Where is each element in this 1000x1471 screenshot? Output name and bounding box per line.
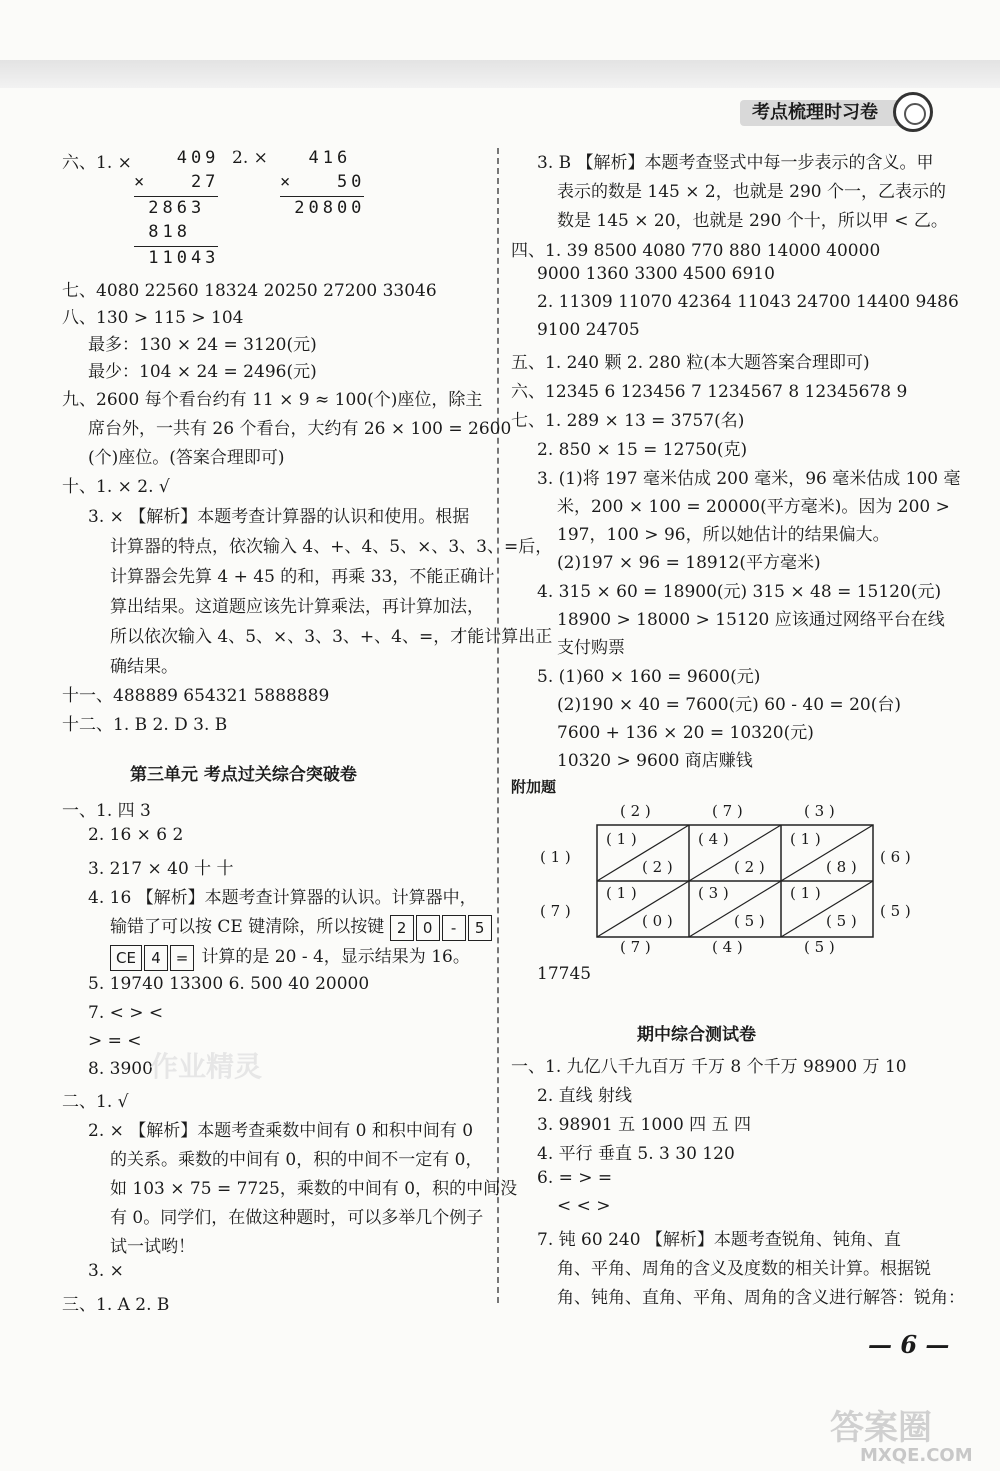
calculator-key: 2 xyxy=(390,915,414,941)
calculator-key: - xyxy=(442,915,466,941)
right-column xyxy=(497,0,1000,1320)
grid-top-label: ( 2 ) xyxy=(620,802,651,820)
answer-line: 米，200 × 100 = 20000(平方毫米)。因为 200 > xyxy=(557,497,950,517)
grid-cell-value: ( 1 ) xyxy=(790,830,821,848)
answer-line: 9000 1360 3300 4500 6910 xyxy=(537,264,775,284)
grid-cell-value: ( 3 ) xyxy=(698,884,729,902)
answer-text: 输错了可以按 CE 键清除，所以按键 xyxy=(110,917,385,937)
answer-line: 九、2600 每个看台约有 11 × 9 ≈ 100(个)座位，除主 xyxy=(62,390,483,410)
answer-line: (2)197 × 96 = 18912(平方毫米) xyxy=(557,553,821,573)
answer-line: 一、1. 四 3 xyxy=(62,801,151,821)
page-number: — 6 — xyxy=(868,1330,950,1359)
answer-line: 十一、488889 654321 5888889 xyxy=(62,686,330,706)
grid-bottom-label: ( 4 ) xyxy=(712,938,743,956)
answer-line: 最多：130 × 24 = 3120(元) xyxy=(88,335,317,355)
answer-line: 4. 平行 垂直 5. 3 30 120 xyxy=(537,1144,735,1164)
answer-line: 的关系。乘数的中间有 0，积的中间不一定有 0， xyxy=(110,1150,483,1170)
answer-line: 7. 钝 60 240 【解析】本题考查锐角、钝角、直 xyxy=(537,1230,901,1250)
answer-line: 7. < > < xyxy=(88,1003,164,1023)
answer-line: 二、1. √ xyxy=(62,1092,129,1112)
answer-line: 3. × xyxy=(88,1261,124,1281)
grid-cell-value: ( 1 ) xyxy=(606,884,637,902)
answer-line: 三、1. A 2. B xyxy=(62,1295,170,1315)
grid-cell-value: ( 0 ) xyxy=(642,912,673,930)
answer-line: 最少：104 × 24 = 2496(元) xyxy=(88,362,317,382)
answer-line: 六、12345 6 123456 7 1234567 8 12345678 9 xyxy=(511,382,908,402)
grid-cell-value: ( 8 ) xyxy=(826,858,857,876)
answer-line: 2. × xyxy=(232,148,268,168)
answer-line: 2. 16 × 6 2 xyxy=(88,825,184,845)
answer-line: 8. 3900 xyxy=(88,1059,153,1079)
calc-row: 20800 xyxy=(280,198,366,218)
answer-line: 2. 11309 11070 42364 11043 24700 14400 9486 xyxy=(537,292,959,312)
answer-line: 所以依次输入 4、5、×、3、3、+、4、=，才能计算出正 xyxy=(110,627,553,647)
answer-line: 3. (1)将 197 毫米估成 200 毫米，96 毫米估成 100 毫 xyxy=(537,469,961,489)
answer-line: 3. × 【解析】本题考查计算器的认识和使用。根据 xyxy=(88,507,470,527)
answer-line: 2. 850 × 15 = 12750(克) xyxy=(537,440,748,460)
answer-line: 试一试哟！ xyxy=(110,1237,195,1257)
answer-line: 2. 直线 射线 xyxy=(537,1086,633,1106)
answer-line: 支付购票 xyxy=(557,638,625,658)
answer-line: 四、1. 39 8500 4080 770 880 14000 40000 xyxy=(511,241,881,261)
grid-right-label: ( 5 ) xyxy=(880,902,911,920)
answer-line: 十、1. × 2. √ xyxy=(62,477,170,497)
answer-line: 七、4080 22560 18324 20250 27200 33046 xyxy=(62,281,437,301)
answer-line: 十二、1. B 2. D 3. B xyxy=(62,715,228,735)
calc-rule xyxy=(280,196,364,197)
grid-cell-value: ( 2 ) xyxy=(734,858,765,876)
answer-line: 17745 xyxy=(537,964,592,984)
section-title: 第三单元 考点过关综合突破卷 xyxy=(130,765,357,785)
answer-line xyxy=(110,912,494,941)
grid-left-label: ( 1 ) xyxy=(540,848,571,866)
stamp-watermark: 作业精灵 xyxy=(150,1050,263,1083)
answer-line: > = < xyxy=(88,1031,142,1051)
calc-row: × 50 xyxy=(280,172,366,192)
answer-line xyxy=(110,942,470,971)
grid-cell-value: ( 4 ) xyxy=(698,830,729,848)
answer-line: 七、1. 289 × 13 = 3757(名) xyxy=(511,411,745,431)
answer-line: 角、钝角、直角、平角、周角的含义进行解答：锐角： xyxy=(557,1288,965,1308)
answer-line: 计算器的特点，依次输入 4、+、4、5、×、3、3、=后， xyxy=(110,537,553,557)
grid-cell-value: ( 5 ) xyxy=(734,912,765,930)
answer-line: 角、平角、周角的含义及度数的相关计算。根据锐 xyxy=(557,1259,931,1279)
calc-rule xyxy=(134,246,218,247)
answer-line: 5. 19740 13300 6. 500 40 20000 xyxy=(88,974,370,994)
answer-line: 3. 98901 五 1000 四 五 四 xyxy=(537,1115,751,1135)
answer-line: 4. 16 【解析】本题考查计算器的认识。计算器中， xyxy=(88,888,477,908)
answer-line: 197，100 > 96，所以她估计的结果偏大。 xyxy=(557,525,890,545)
answer-line: 18900 > 18000 > 15120 应该通过网络平台在线 xyxy=(557,610,945,630)
calc-row: 2863 xyxy=(134,198,206,218)
answer-line: < < > xyxy=(557,1196,611,1216)
section-title: 期中综合测试卷 xyxy=(637,1025,756,1045)
calculator-key: = xyxy=(170,945,194,971)
calc-row: 409 xyxy=(134,148,220,168)
answer-line: (个)座位。(答案合理即可) xyxy=(88,448,285,468)
answer-line: 计算器会先算 4 + 45 的和，再乘 33，不能正确计 xyxy=(110,567,495,587)
calculator-key: CE xyxy=(110,945,142,971)
calculator-key: 0 xyxy=(416,915,440,941)
calc-row: 818 xyxy=(134,222,191,242)
answer-line: 3. B 【解析】本题考查竖式中每一步表示的含义。甲 xyxy=(537,153,934,173)
grid-left-label: ( 7 ) xyxy=(540,902,571,920)
answer-line: 六、1. × xyxy=(62,153,132,173)
calc-rule xyxy=(134,196,218,197)
grid-cell-value: ( 1 ) xyxy=(790,884,821,902)
grid-cell-value: ( 5 ) xyxy=(826,912,857,930)
answer-line: 9100 24705 xyxy=(537,320,640,340)
answer-line: 有 0。同学们，在做这种题时，可以多举几个例子 xyxy=(110,1208,484,1228)
answer-line: 八、130 > 115 > 104 xyxy=(62,308,244,328)
grid-bottom-label: ( 5 ) xyxy=(804,938,835,956)
grid-top-label: ( 7 ) xyxy=(712,802,743,820)
site-watermark: 答案圈 xyxy=(830,1408,932,1448)
grid-bottom-label: ( 7 ) xyxy=(620,938,651,956)
grid-cell-value: ( 1 ) xyxy=(606,830,637,848)
answer-line: 3. 217 × 40 十 十 xyxy=(88,859,234,879)
answer-line: (2)190 × 40 = 7600(元) 60 - 40 = 20(台) xyxy=(557,695,901,715)
calc-row: 11043 xyxy=(134,248,220,268)
calc-row: 416 xyxy=(280,148,352,168)
answer-line: 表示的数是 145 × 2，也就是 290 个一，乙表示的 xyxy=(557,182,946,202)
extra-question-title: 附加题 xyxy=(511,778,557,796)
answer-line: 一、1. 九亿八千九百万 千万 8 个千万 98900 万 10 xyxy=(511,1057,907,1077)
grid-right-label: ( 6 ) xyxy=(880,848,911,866)
answer-line: 7600 + 136 × 20 = 10320(元) xyxy=(557,723,814,743)
calculator-key: 4 xyxy=(144,945,168,971)
answer-line: 如 103 × 75 = 7725，乘数的中间有 0，积的中间没 xyxy=(110,1179,518,1199)
answer-line: 席台外，一共有 26 个看台，大约有 26 × 100 = 2600 xyxy=(88,419,512,439)
grid-cell-value: ( 2 ) xyxy=(642,858,673,876)
grid-top-label: ( 3 ) xyxy=(804,802,835,820)
answer-line: 2. × 【解析】本题考查乘数中间有 0 和积中间有 0 xyxy=(88,1121,474,1141)
answer-text: 计算的是 20 - 4，显示结果为 16。 xyxy=(201,947,470,967)
answer-line: 4. 315 × 60 = 18900(元) 315 × 48 = 15120(元) xyxy=(537,582,942,602)
answer-line: 确结果。 xyxy=(110,657,178,677)
answer-line: 6. = > = xyxy=(537,1168,613,1188)
calc-row: × 27 xyxy=(134,172,220,192)
answer-line: 10320 > 9600 商店赚钱 xyxy=(557,751,753,771)
header-title: 考点梳理时习卷 xyxy=(740,100,918,126)
site-watermark-url: MXQE.COM xyxy=(860,1445,973,1466)
answer-line: 5. (1)60 × 160 = 9600(元) xyxy=(537,667,761,687)
answer-line: 五、1. 240 颗 2. 280 粒(本大题答案合理即可) xyxy=(511,353,870,373)
calculator-key: 5 xyxy=(468,915,492,941)
answer-line: 算出结果。这道题应该先计算乘法，再计算加法， xyxy=(110,597,484,617)
answer-line: 数是 145 × 20，也就是 290 个十，所以甲 < 乙。 xyxy=(557,211,948,231)
